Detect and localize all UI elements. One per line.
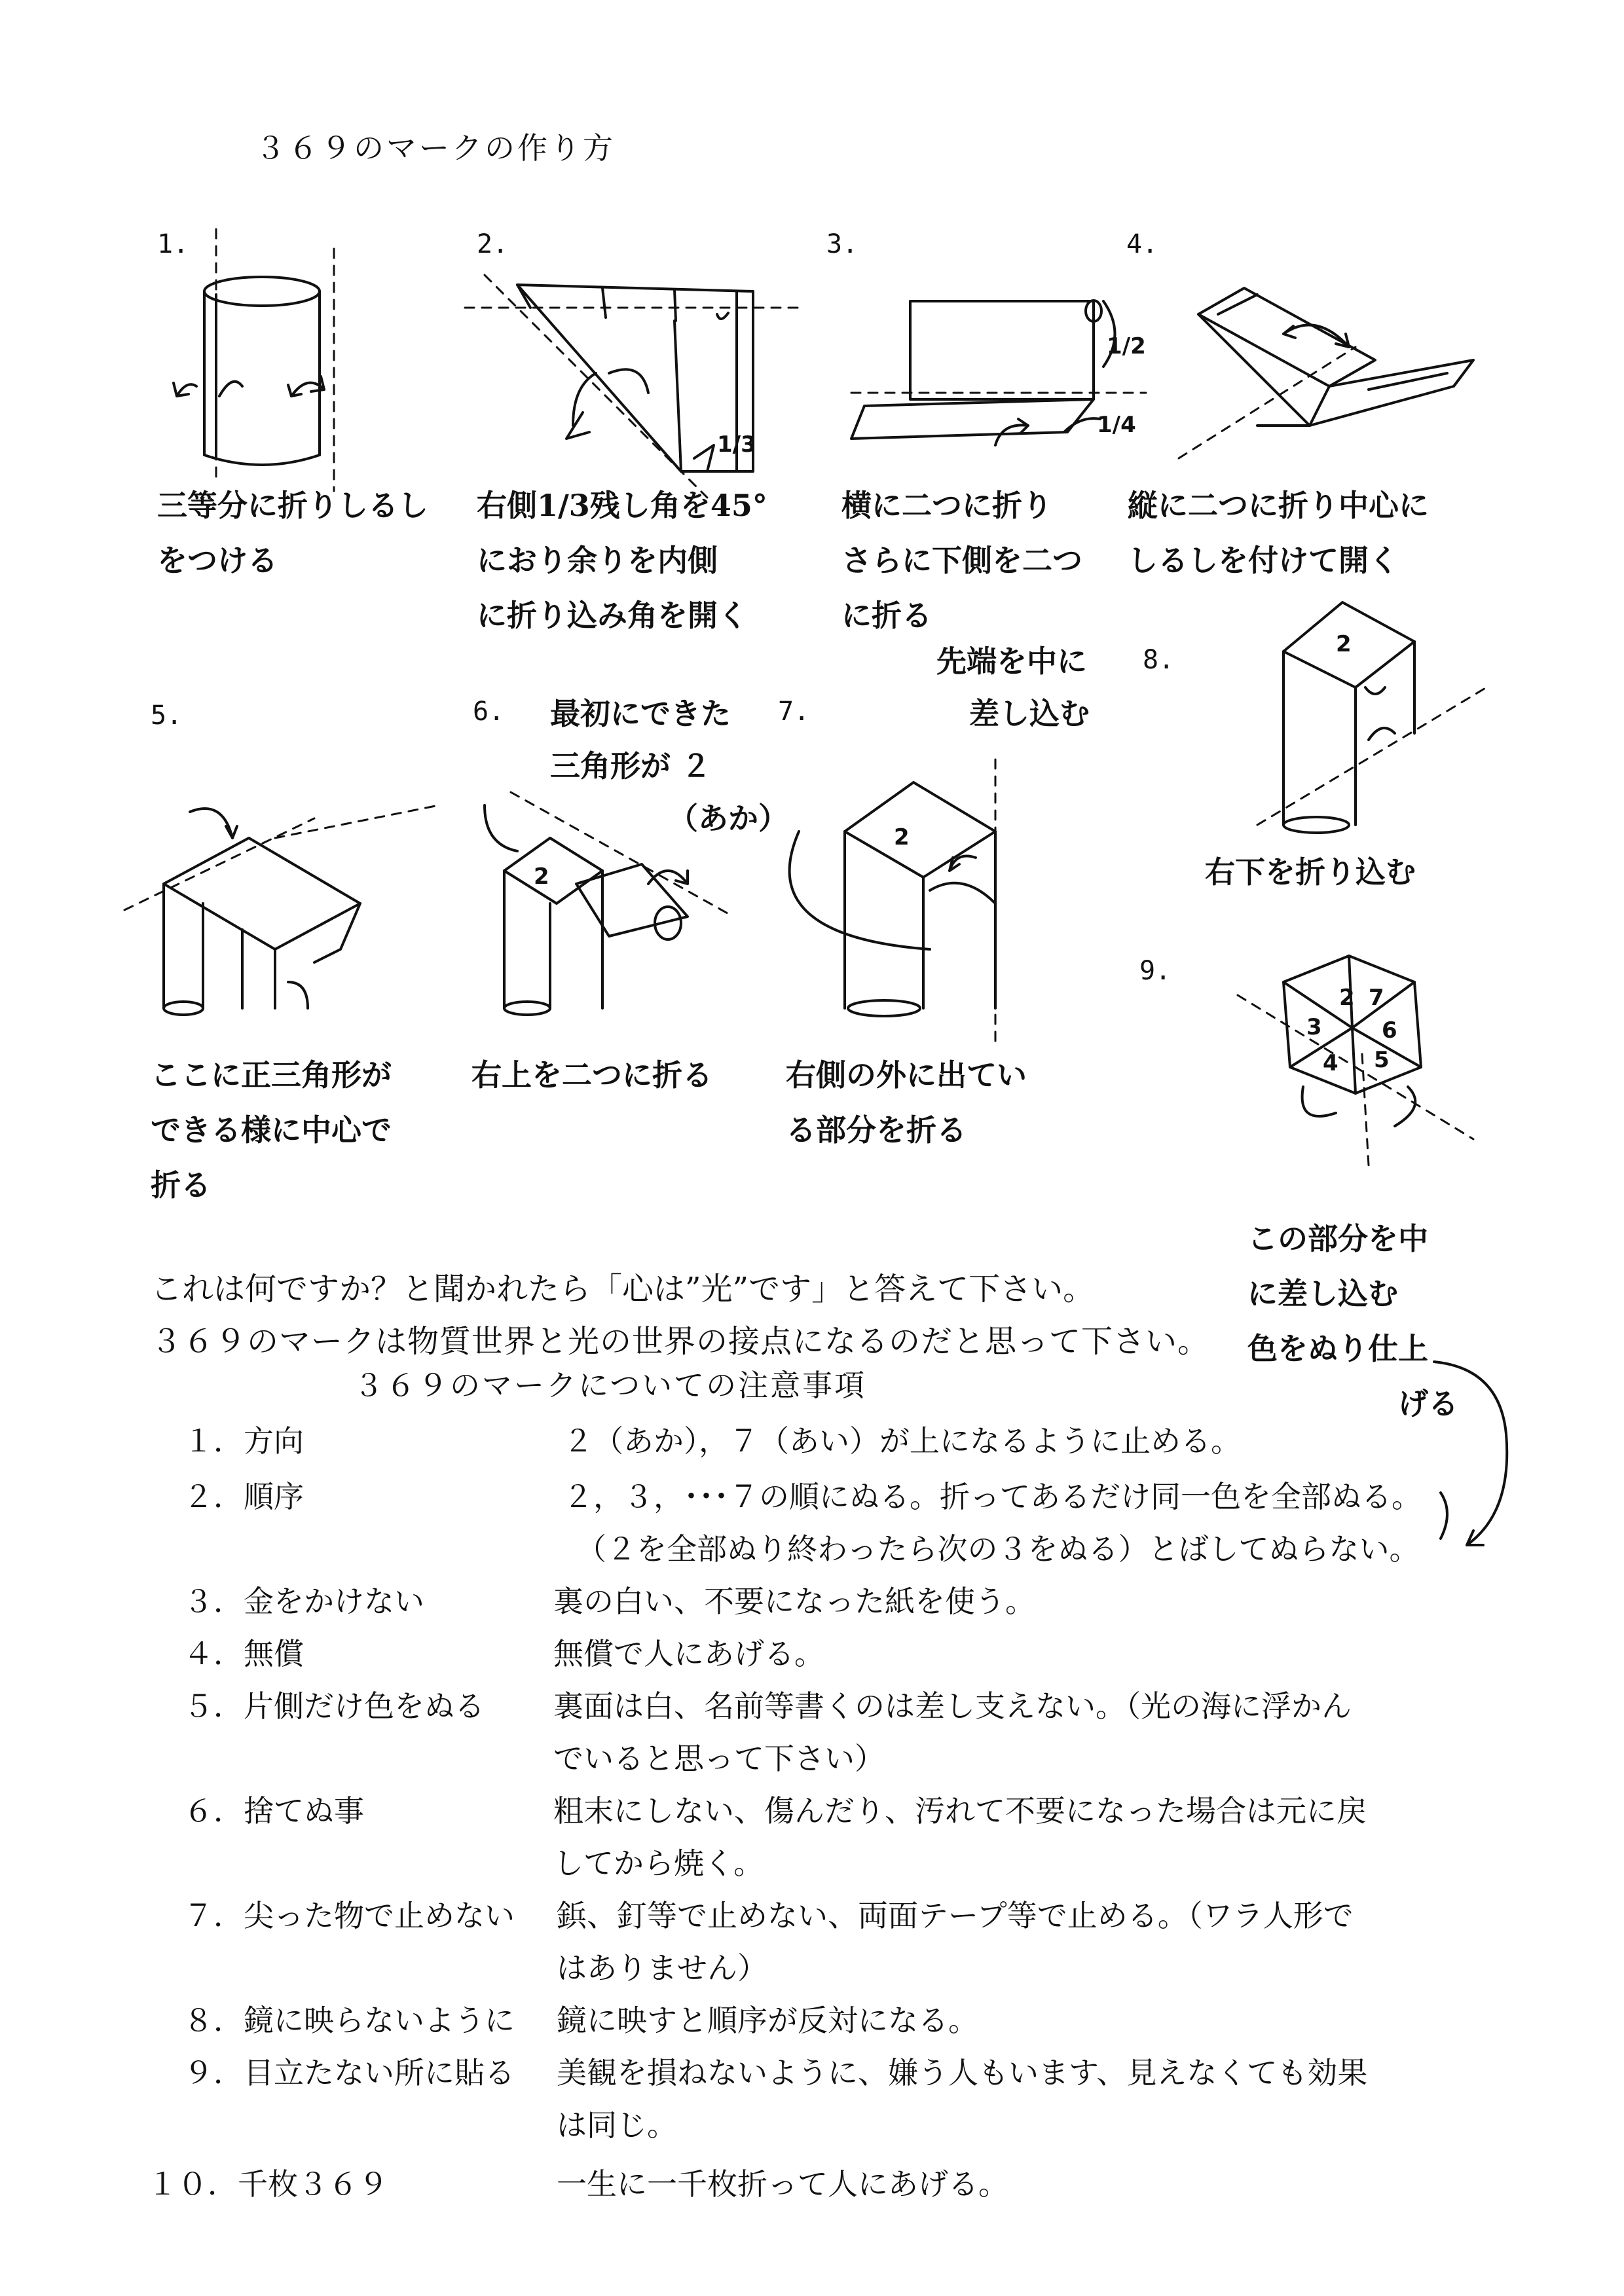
note-desc-1: ２（あか），７（あい）が上になるように止める。 xyxy=(563,1423,1241,1459)
step-5-caption-line: 折る xyxy=(151,1167,211,1203)
note-desc-7: 鋲、釘等で止めない、両面テープ等で止める。（ワラ人形で xyxy=(557,1898,1354,1933)
step-7-callout xyxy=(936,635,1090,740)
step-5-caption-line: できる様に中心で xyxy=(151,1112,392,1148)
step-1-caption-line: 三等分に折りしるし xyxy=(157,488,428,523)
step-6-caption xyxy=(471,1048,712,1102)
note-label-5: ５．片側だけ色をぬる xyxy=(183,1688,485,1724)
step-6-callout-line: 三角形が ２ xyxy=(550,748,712,784)
note-label-7: ７．尖った物で止めない xyxy=(183,1898,515,1933)
step-7-triangle-2: 2 xyxy=(894,824,910,850)
note-desc-6b: してから焼く。 xyxy=(553,1846,764,1881)
step-1-caption xyxy=(157,478,428,588)
step-1-figure xyxy=(157,223,393,498)
step-7-number: 7. xyxy=(778,697,810,727)
step-3-caption xyxy=(841,478,1082,643)
step-6-callout-line: 最初にできた xyxy=(550,696,731,731)
step-3-caption-line: さらに下側を二つ xyxy=(841,543,1082,578)
page-title: ３６９のマークの作り方 xyxy=(255,130,616,166)
step-4-caption-line: 縦に二つに折り中心に xyxy=(1128,488,1429,523)
step-4-caption xyxy=(1128,478,1429,588)
step-9-figure xyxy=(1231,956,1493,1205)
note-desc-10: 一生に一千枚折って人にあげる。 xyxy=(557,2166,1008,2202)
step-9-callout-line: に差し込む xyxy=(1247,1276,1398,1311)
step-3-caption-line: に折る xyxy=(841,598,932,633)
step-9-number: 9. xyxy=(1139,956,1172,986)
step-4-caption-line: しるしを付けて開く xyxy=(1128,543,1399,578)
connector-arrow xyxy=(1421,1349,1526,1571)
section-2: 2 xyxy=(1339,985,1355,1011)
step-8-figure xyxy=(1244,589,1493,864)
step-3-figure xyxy=(845,282,1159,452)
section-5: 5 xyxy=(1374,1047,1390,1073)
step-6-callout-line: （あか） xyxy=(668,801,788,836)
step-7-caption-line: 右側の外に出てい xyxy=(786,1057,1027,1093)
step-9-callout-line: この部分を中 xyxy=(1247,1221,1428,1256)
note-desc-5: 裏面は白、名前等書くのは差し支えない。（光の海に浮かん xyxy=(553,1688,1352,1724)
note-desc-3: 裏の白い、不要になった紙を使う。 xyxy=(553,1584,1035,1619)
note-desc-9b: は同じ。 xyxy=(557,2107,677,2143)
step-6-callout xyxy=(550,687,788,845)
note-label-3: ３．金をかけない xyxy=(183,1584,424,1619)
section-3: 3 xyxy=(1306,1014,1322,1040)
body-line-1: これは何ですか？と聞かれたら「心は”光”です」と答えて下さい。 xyxy=(151,1271,1095,1307)
section-4: 4 xyxy=(1323,1050,1338,1076)
step-8-number: 8. xyxy=(1143,645,1175,675)
step-7-caption xyxy=(786,1048,1027,1157)
step-7-caption-line: る部分を折る xyxy=(786,1112,967,1148)
step-9-callout-line: げる xyxy=(1398,1386,1458,1421)
note-desc-7b: はありません） xyxy=(557,1950,767,1986)
step-7-figure xyxy=(760,753,1035,1041)
step-5-caption-line: ここに正三角形が xyxy=(151,1057,392,1093)
quarter-label: 1/4 xyxy=(1097,412,1136,438)
step-3-number: 3. xyxy=(826,229,858,259)
step-7-callout-line: 差し込む xyxy=(969,696,1090,731)
step-4-number: 4. xyxy=(1126,229,1158,259)
step-3-caption-line: 横に二つに折り xyxy=(841,488,1052,523)
note-label-9: ９．目立たない所に貼る xyxy=(183,2055,515,2090)
note-label-1: １．方向 xyxy=(183,1423,304,1459)
step-5-figure xyxy=(118,786,458,1034)
section-6: 6 xyxy=(1382,1017,1397,1044)
step-4-figure xyxy=(1159,275,1486,471)
note-desc-6: 粗末にしない、傷んだり、汚れて不要になった場合は元に戻 xyxy=(553,1793,1367,1829)
step-8-caption-line: 右下を折り込む xyxy=(1205,854,1416,890)
note-label-8: ８．鏡に映らないように xyxy=(183,2003,515,2038)
step-6-caption-line: 右上を二つに折る xyxy=(471,1057,712,1093)
note-label-2: ２．順序 xyxy=(183,1479,304,1514)
step-6-number: 6. xyxy=(473,697,505,727)
note-label-6: ６．捨てぬ事 xyxy=(183,1793,364,1829)
one-third-label: 1/3 xyxy=(717,431,756,458)
step-5-number: 5. xyxy=(151,701,183,731)
step-2-number: 2. xyxy=(477,229,509,259)
note-desc-2: ２，３，･･･７の順にぬる。折ってあるだけ同一色を全部ぬる。 xyxy=(563,1479,1422,1514)
step-6-triangle-2: 2 xyxy=(534,864,549,890)
step-2-caption-line: におり余りを内側 xyxy=(477,543,718,578)
section-7: 7 xyxy=(1369,985,1384,1011)
step-7-callout-line: 先端を中に xyxy=(936,644,1087,679)
step-2-caption-line: 右側1/3残し角を45° xyxy=(477,488,767,523)
note-desc-5b: でいると思って下さい） xyxy=(553,1741,885,1776)
body-line-2: ３６９のマークは物質世界と光の世界の接点になるのだと思って下さい。 xyxy=(151,1323,1210,1360)
note-desc-9: 美観を損ねないように、嫌う人もいます、見えなくても効果 xyxy=(557,2055,1368,2090)
note-desc-2b: （２を全部ぬり終わったら次の３をぬる）とばしてぬらない。 xyxy=(576,1531,1420,1567)
step-9-callout-line: 色をぬり仕上 xyxy=(1247,1331,1428,1366)
note-label-10: １０．千枚３６９ xyxy=(147,2166,388,2202)
half-label: 1/2 xyxy=(1107,333,1146,359)
step-1-number: 1. xyxy=(157,229,189,259)
notes-heading: ３６９のマークについての注意事項 xyxy=(354,1368,867,1403)
note-desc-8: 鏡に映すと順序が反対になる。 xyxy=(557,2003,978,2038)
step-8-caption xyxy=(1205,845,1416,900)
step-2-caption xyxy=(477,478,767,643)
note-label-4: ４．無償 xyxy=(183,1636,304,1671)
step-1-caption-line: をつける xyxy=(157,543,278,578)
step-8-triangle-2: 2 xyxy=(1336,631,1352,657)
step-5-caption xyxy=(151,1048,392,1212)
step-2-caption-line: に折り込み角を開く xyxy=(477,598,748,633)
note-desc-4: 無償で人にあげる。 xyxy=(553,1636,824,1671)
